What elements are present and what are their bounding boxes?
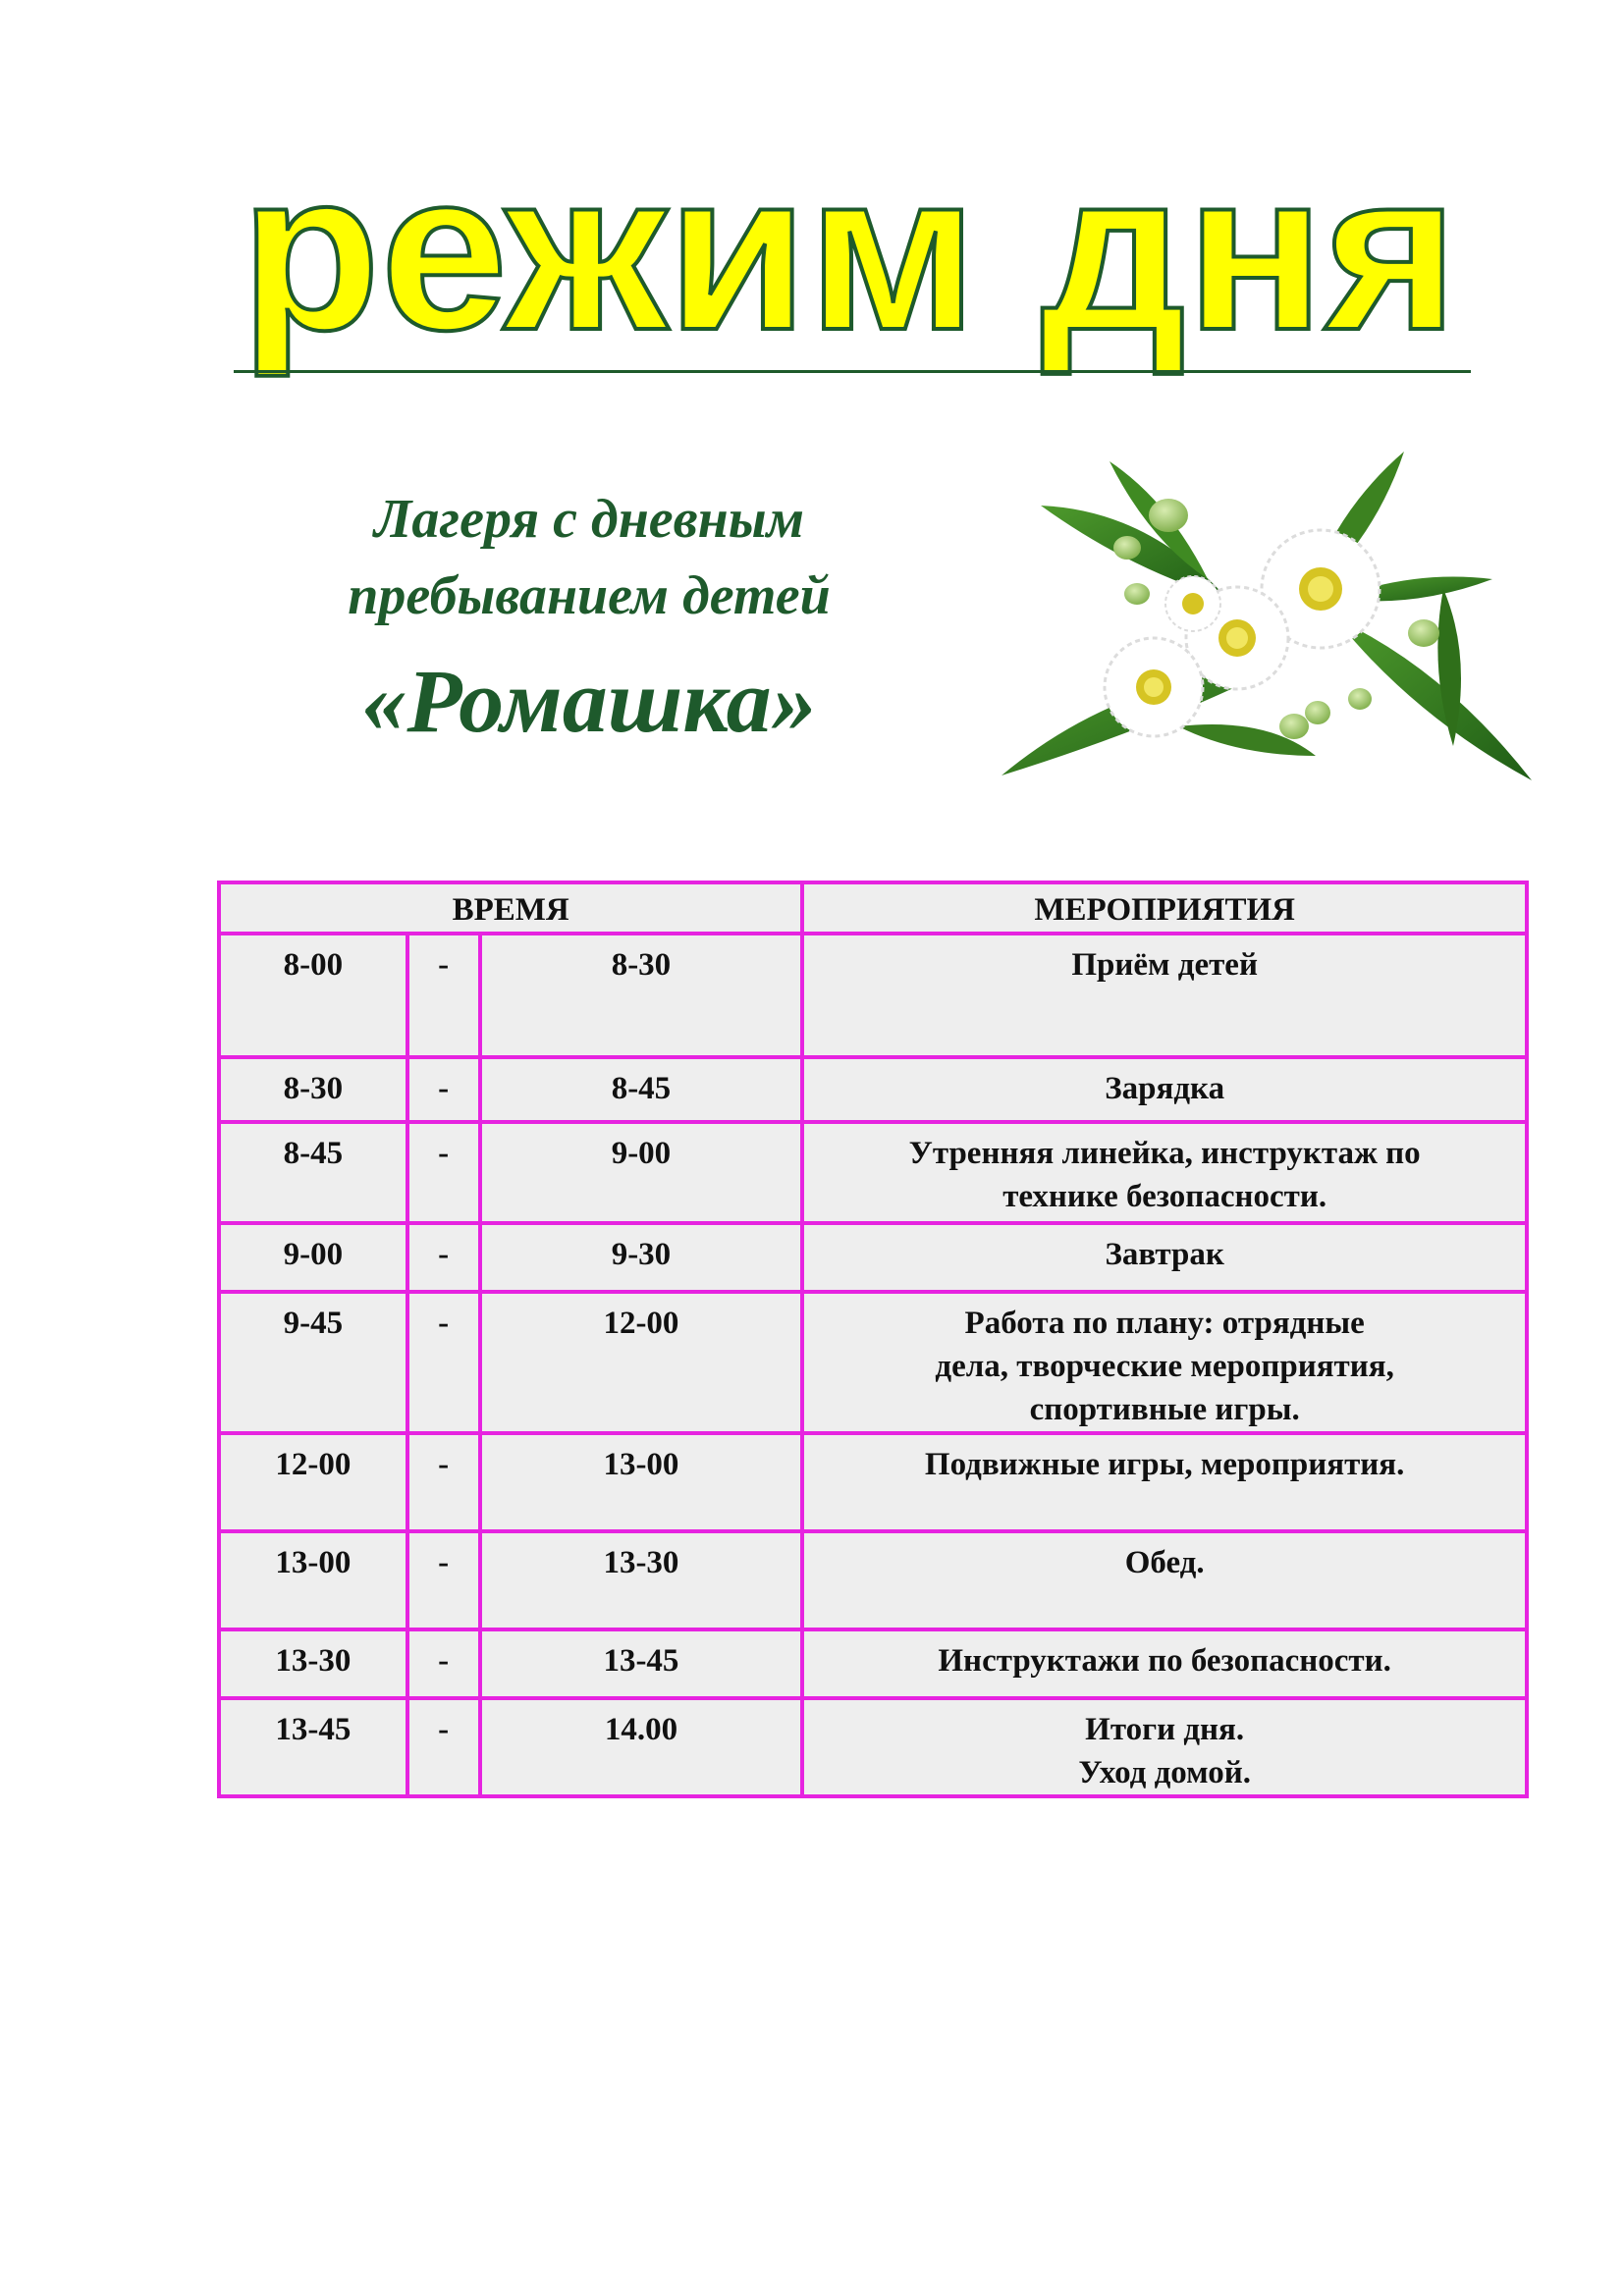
- activity-line: Утренняя линейка, инструктаж по: [908, 1136, 1421, 1171]
- end-time-cell: 9-00: [480, 1122, 803, 1223]
- end-time-cell: 14.00: [480, 1698, 803, 1796]
- separator-cell: -: [407, 1629, 480, 1698]
- camp-subtitle: [236, 481, 943, 760]
- activity-cell: [802, 1629, 1527, 1698]
- activity-cell: [802, 1433, 1527, 1531]
- activity-cell: [802, 1292, 1527, 1433]
- table-row: [219, 934, 1527, 1057]
- chamomile-bouquet-image: [982, 432, 1542, 805]
- separator-cell: -: [407, 1057, 480, 1122]
- title-underline: [234, 370, 1471, 373]
- separator-cell: -: [407, 1531, 480, 1629]
- activity-line: Итоги дня.: [1085, 1712, 1245, 1747]
- table-row: [219, 1122, 1527, 1223]
- page-title: режим дня: [241, 142, 1458, 377]
- activity-line: Приём детей: [1071, 947, 1258, 983]
- separator-cell: -: [407, 1433, 480, 1531]
- table-header-row: [219, 882, 1527, 934]
- table-row: [219, 1433, 1527, 1531]
- activity-line: Обед.: [1124, 1545, 1205, 1580]
- activity-line: Завтрак: [1105, 1237, 1224, 1272]
- activity-line: Подвижные игры, мероприятия.: [924, 1447, 1405, 1482]
- table-row: [219, 1531, 1527, 1629]
- end-time-cell: 9-30: [480, 1223, 803, 1292]
- activity-line: технике безопасности.: [1002, 1179, 1327, 1214]
- camp-name: «Ромашка»: [361, 651, 817, 751]
- start-time-cell: 8-30: [219, 1057, 407, 1122]
- activity-cell: [802, 934, 1527, 1057]
- separator-cell: -: [407, 1223, 480, 1292]
- end-time-cell: 13-45: [480, 1629, 803, 1698]
- separator-cell: -: [407, 1122, 480, 1223]
- activity-cell: [802, 1223, 1527, 1292]
- separator-cell: -: [407, 1292, 480, 1433]
- start-time-cell: 13-30: [219, 1629, 407, 1698]
- activity-cell: [802, 1698, 1527, 1796]
- table-row: [219, 1698, 1527, 1796]
- subtitle-line-2: пребыванием детей: [348, 565, 831, 626]
- table-row: [219, 1292, 1527, 1433]
- activity-line: Инструктажи по безопасности.: [938, 1643, 1391, 1679]
- activity-cell: [802, 1122, 1527, 1223]
- activity-line: Работа по плану: отрядные: [964, 1306, 1365, 1341]
- activity-cell: [802, 1531, 1527, 1629]
- daily-schedule-table: [217, 881, 1529, 1798]
- start-time-cell: 9-00: [219, 1223, 407, 1292]
- end-time-cell: 12-00: [480, 1292, 803, 1433]
- end-time-cell: 13-00: [480, 1433, 803, 1531]
- start-time-cell: 8-00: [219, 934, 407, 1057]
- end-time-cell: 8-45: [480, 1057, 803, 1122]
- activity-line: Зарядка: [1105, 1071, 1225, 1106]
- separator-cell: -: [407, 934, 480, 1057]
- time-column-header: ВРЕМЯ: [219, 882, 802, 934]
- activity-line: дела, творческие мероприятия,: [935, 1349, 1394, 1384]
- start-time-cell: 9-45: [219, 1292, 407, 1433]
- end-time-cell: 8-30: [480, 934, 803, 1057]
- activity-line: спортивные игры.: [1029, 1392, 1300, 1427]
- activity-cell: [802, 1057, 1527, 1122]
- start-time-cell: 13-45: [219, 1698, 407, 1796]
- start-time-cell: 13-00: [219, 1531, 407, 1629]
- subtitle-line-1: Лагеря с дневным: [374, 489, 804, 550]
- page-title-wordart: [226, 142, 1473, 378]
- table-row: [219, 1629, 1527, 1698]
- activities-column-header: МЕРОПРИЯТИЯ: [802, 882, 1527, 934]
- table-row: [219, 1223, 1527, 1292]
- end-time-cell: 13-30: [480, 1531, 803, 1629]
- start-time-cell: 12-00: [219, 1433, 407, 1531]
- start-time-cell: 8-45: [219, 1122, 407, 1223]
- separator-cell: -: [407, 1698, 480, 1796]
- table-row: [219, 1057, 1527, 1122]
- activity-line: Уход домой.: [1078, 1755, 1251, 1790]
